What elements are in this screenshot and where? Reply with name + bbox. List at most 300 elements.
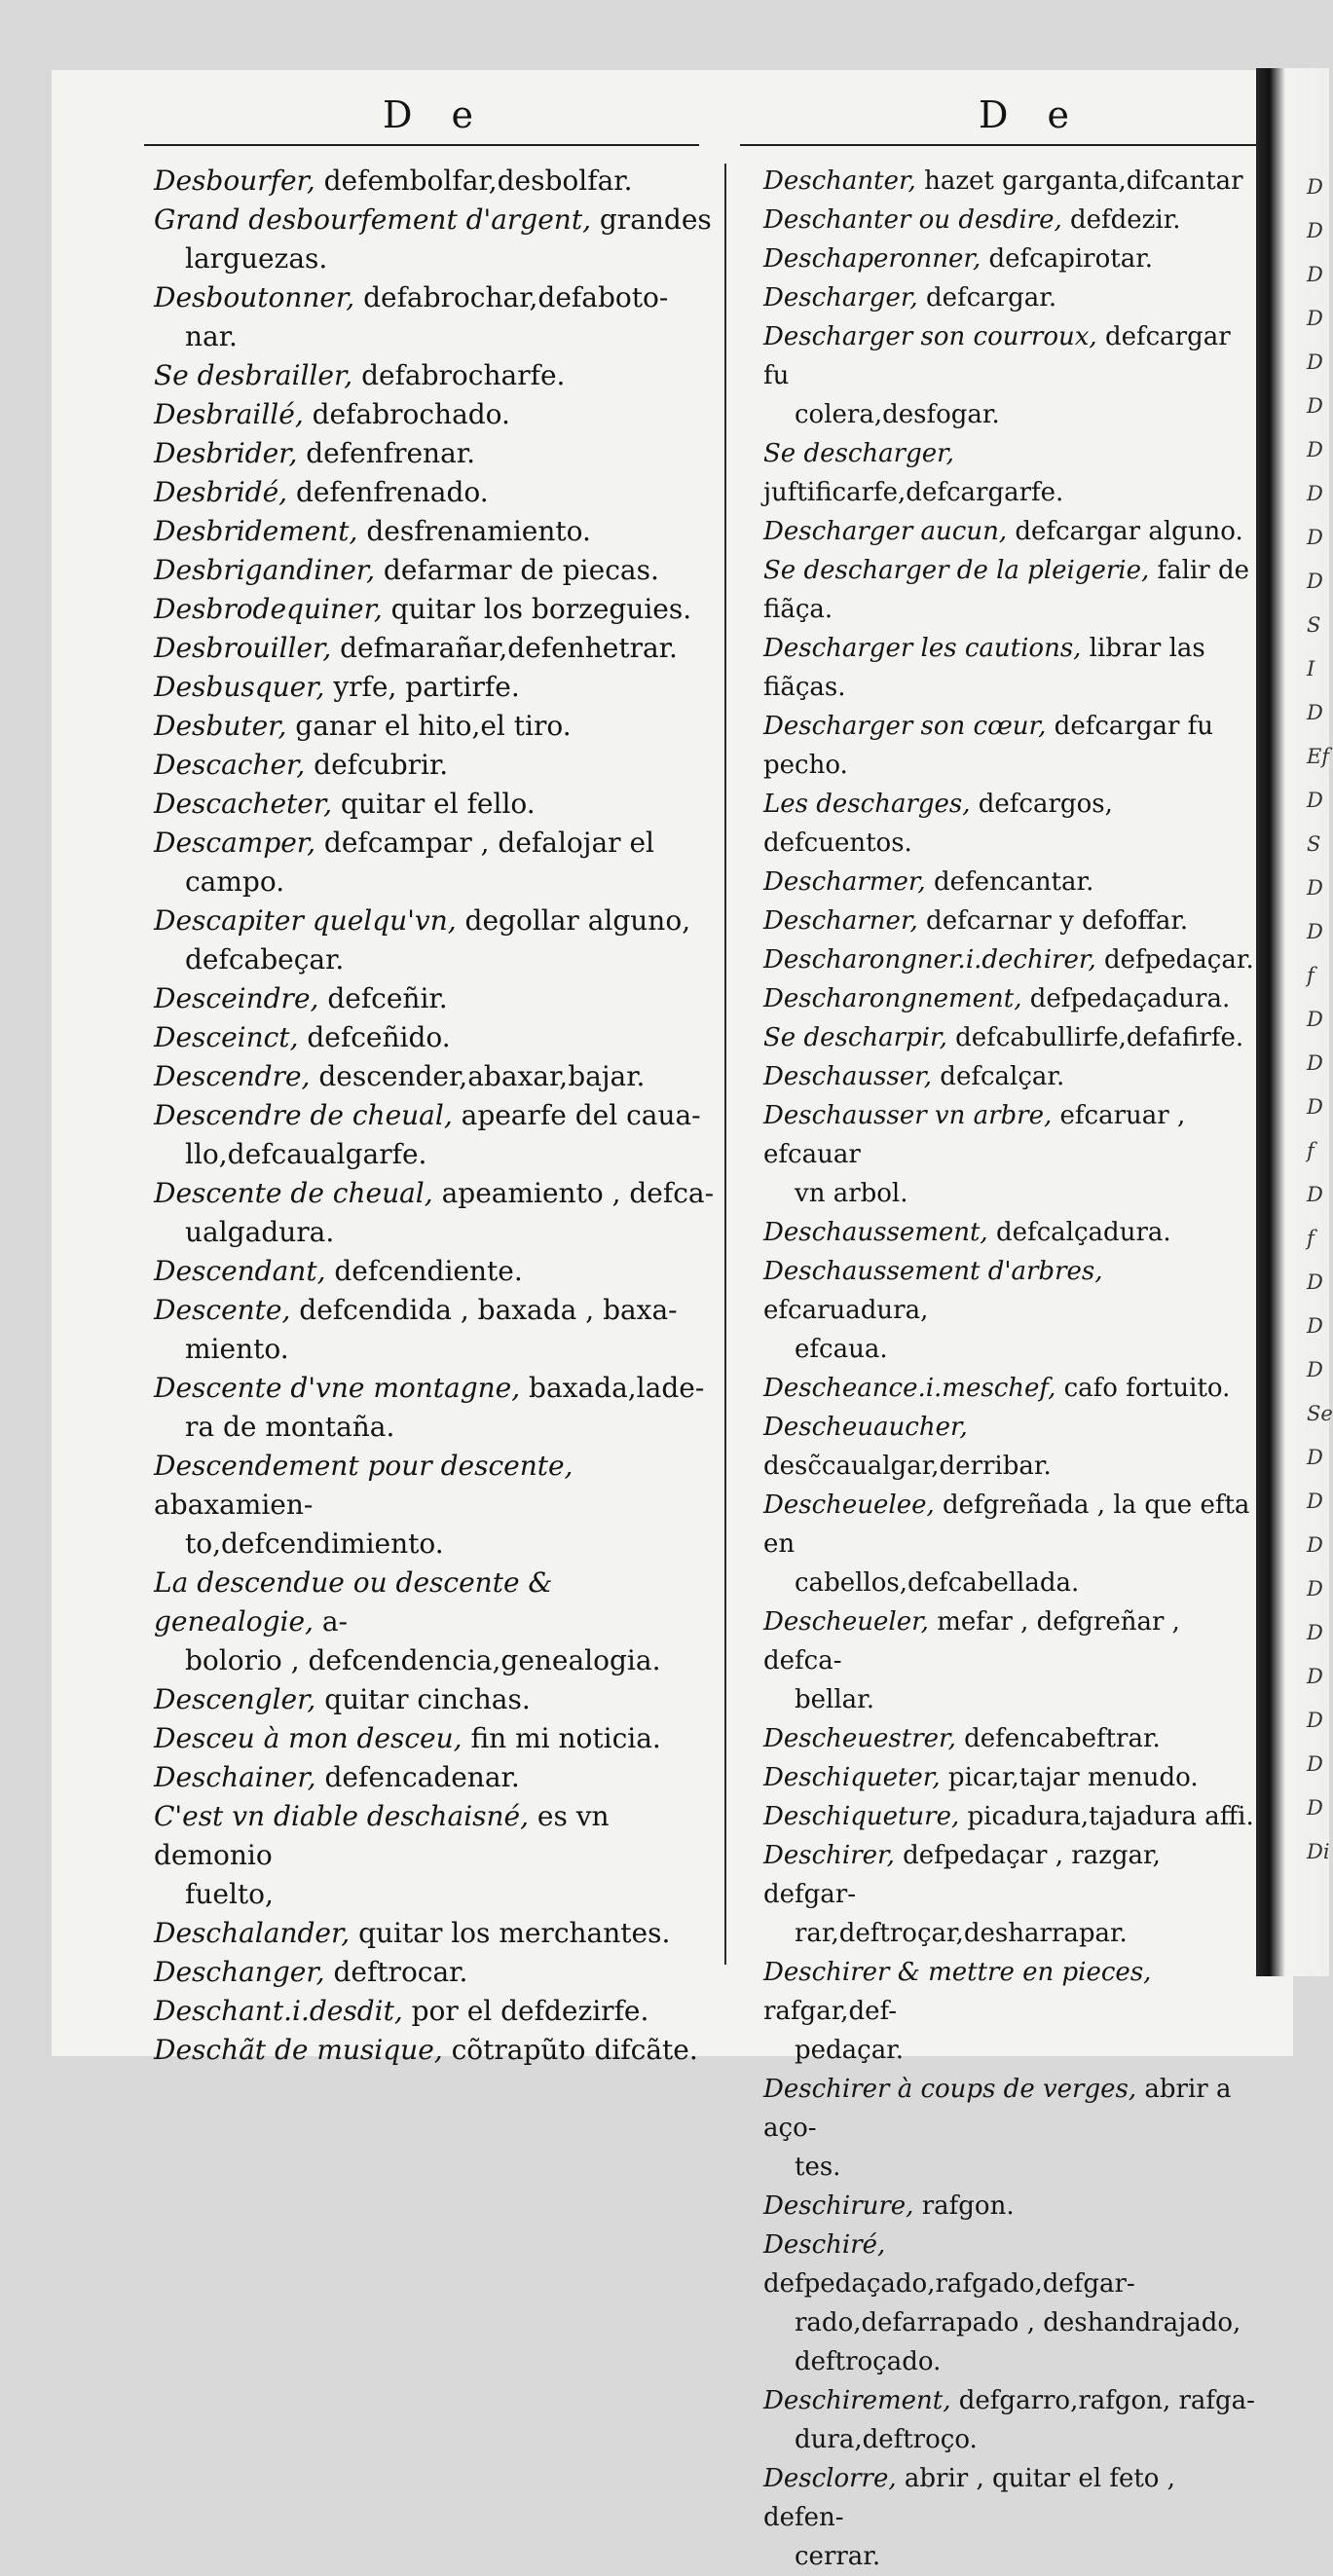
header-rule-left xyxy=(144,144,699,146)
entry-first-line xyxy=(154,1564,717,1641)
definition: picadura,tajadura affi. xyxy=(959,1802,1254,1831)
headword: C'est vn diable deschaisné, xyxy=(154,1800,529,1832)
dictionary-entry xyxy=(763,979,1260,1018)
definition: degollar alguno, xyxy=(456,904,691,937)
definition-continuation: defcabeçar. xyxy=(185,943,345,975)
entry-first-line xyxy=(154,512,717,551)
definition: efcaruar , efcauar xyxy=(763,1101,1186,1169)
edge-fragment: D xyxy=(1307,1358,1323,1381)
entry-first-line xyxy=(763,278,1260,317)
headword: Descharger son cœur, xyxy=(763,712,1047,741)
headword: Desbridement, xyxy=(154,515,358,547)
headword: Descharger son courroux, xyxy=(763,322,1097,351)
headword: Descharongner.i.dechirer, xyxy=(763,945,1096,975)
running-head-right: D e xyxy=(979,93,1084,136)
entry-first-line xyxy=(763,1836,1260,1914)
entry-first-line xyxy=(763,317,1260,395)
dictionary-entry xyxy=(763,512,1260,551)
headword: Descacheter, xyxy=(154,788,333,820)
entry-first-line xyxy=(763,1602,1260,1680)
dictionary-entry xyxy=(154,1797,717,1914)
headword: Descapiter quelqu'vn, xyxy=(154,904,457,937)
dictionary-entry xyxy=(154,785,717,824)
definition: rafgon. xyxy=(913,2191,1015,2221)
definition: deftrocar. xyxy=(324,1956,468,1988)
dictionary-entry xyxy=(154,1953,717,1992)
headword: Deschiqueter, xyxy=(763,1763,941,1792)
dictionary-entry xyxy=(763,162,1260,201)
entry-first-line xyxy=(763,979,1260,1018)
entry-first-line xyxy=(763,2187,1260,2226)
definition: defcubrir. xyxy=(305,749,449,781)
definition-continuation: cabellos,defcabellada. xyxy=(795,1568,1080,1598)
entry-first-line xyxy=(154,785,717,824)
definition-continuation: rar,deftroçar,desharrapar. xyxy=(795,1919,1128,1948)
entry-first-line xyxy=(763,1758,1260,1797)
definition: ganar el hito,el tiro. xyxy=(286,710,572,742)
headword: Desbourfer, xyxy=(154,165,315,197)
entry-first-line xyxy=(763,239,1260,278)
edge-fragment: D xyxy=(1307,394,1323,418)
headword: Se descharpir, xyxy=(763,1023,947,1052)
edge-fragment: D xyxy=(1307,1008,1323,1031)
dictionary-entry xyxy=(154,1291,717,1369)
entry-first-line xyxy=(763,434,1260,512)
dictionary-entry xyxy=(763,1953,1260,2070)
headword: Deschanger, xyxy=(154,1956,325,1988)
entry-first-line xyxy=(154,590,717,629)
headword: Deschanter ou desdire, xyxy=(763,205,1062,235)
definition: defencadenar. xyxy=(315,1761,520,1793)
dictionary-entry xyxy=(763,2070,1260,2187)
definition: desc̃caualgar,derribar. xyxy=(763,1452,1052,1481)
definition: abaxamien- xyxy=(154,1489,314,1521)
definition: defceñido. xyxy=(298,1021,451,1053)
headword: Grand desbourfement d'argent, xyxy=(154,203,591,236)
entry-first-line xyxy=(154,1992,717,2031)
edge-fragment: Se xyxy=(1307,1402,1333,1425)
dictionary-entry xyxy=(154,278,717,356)
edge-fragment: D xyxy=(1307,1446,1323,1469)
headword: La descendue ou descente & genealogie, xyxy=(154,1566,553,1638)
dictionary-entry xyxy=(154,473,717,512)
dictionary-entry xyxy=(763,629,1260,707)
definition: fin mi noticia. xyxy=(462,1722,661,1754)
edge-fragment: f xyxy=(1307,1227,1314,1250)
edge-fragment: D xyxy=(1307,438,1323,461)
entry-first-line xyxy=(154,979,717,1018)
entry-first-line xyxy=(763,1096,1260,1174)
definition: grandes xyxy=(590,203,712,236)
dictionary-entry xyxy=(154,1680,717,1719)
headword: Deschirer & mettre en pieces, xyxy=(763,1958,1152,1987)
dictionary-entry xyxy=(154,824,717,902)
headword: Deschiqueture, xyxy=(763,1802,960,1831)
definition: defenfrenado. xyxy=(287,476,489,508)
running-head-left: D e xyxy=(383,93,488,136)
dictionary-entry xyxy=(154,551,717,590)
dictionary-entry xyxy=(763,1096,1260,1213)
headword: Deschirer, xyxy=(763,1841,895,1870)
headword: Deschausser vn arbre, xyxy=(763,1101,1053,1130)
dictionary-entry xyxy=(763,2226,1260,2381)
definition-continuation: deftroçado. xyxy=(795,2347,942,2376)
edge-fragment: D xyxy=(1307,1621,1323,1644)
entry-first-line xyxy=(154,824,717,863)
definition: es vn demonio xyxy=(154,1800,610,1871)
dictionary-entry xyxy=(763,1213,1260,1252)
headword: Deschanter, xyxy=(763,166,916,196)
edge-fragment: D xyxy=(1307,482,1323,505)
definition: apeamiento , defca- xyxy=(432,1177,715,1209)
dictionary-entry xyxy=(154,1719,717,1758)
entry-first-line xyxy=(763,707,1260,785)
definition: defcabullirfe,defafirfe. xyxy=(946,1023,1244,1052)
edge-fragment: D xyxy=(1307,1095,1323,1119)
edge-fragment: D xyxy=(1307,219,1323,242)
entry-first-line xyxy=(763,863,1260,902)
definition: defembolfar,desbolfar. xyxy=(315,165,633,197)
definition: defgreñada , la que efta en xyxy=(763,1490,1250,1559)
dictionary-entry xyxy=(763,785,1260,863)
entry-first-line xyxy=(154,395,717,434)
edge-fragment: D xyxy=(1307,175,1323,199)
definition: defpedaçadura. xyxy=(1021,984,1231,1013)
headword: Desbuter, xyxy=(154,710,287,742)
headword: Desbrouiller, xyxy=(154,632,332,664)
definition-continuation: vn arbol. xyxy=(795,1179,908,1208)
entry-first-line xyxy=(154,1719,717,1758)
headword: Deschiré, xyxy=(763,2230,886,2260)
dictionary-entry xyxy=(763,317,1260,434)
entry-first-line xyxy=(763,512,1260,551)
edge-fragment: D xyxy=(1307,1752,1323,1776)
headword: Descheance.i.meschef, xyxy=(763,1374,1056,1403)
dictionary-entry xyxy=(154,902,717,979)
definition: defabrocharfe. xyxy=(352,359,566,391)
definition: a- xyxy=(313,1605,349,1638)
dictionary-entry xyxy=(763,434,1260,512)
entry-first-line xyxy=(154,1758,717,1797)
edge-fragment: D xyxy=(1307,350,1323,374)
definition-continuation: tes. xyxy=(795,2153,841,2182)
headword: Descendant, xyxy=(154,1255,326,1287)
dictionary-entry xyxy=(154,395,717,434)
edge-fragment: D xyxy=(1307,1577,1323,1601)
entry-first-line xyxy=(763,201,1260,239)
dictionary-entry xyxy=(763,278,1260,317)
definition-continuation: to,defcendimiento. xyxy=(185,1527,444,1560)
definition: defcalçadura. xyxy=(987,1218,1171,1247)
headword: Descendement pour descente, xyxy=(154,1450,574,1482)
definition: defcendiente. xyxy=(325,1255,523,1287)
edge-fragment: I xyxy=(1307,657,1315,681)
definition-continuation: ualgadura. xyxy=(185,1216,335,1248)
entry-first-line xyxy=(154,1680,717,1719)
edge-fragment: D xyxy=(1307,1709,1323,1732)
definition: juftificarfe,defcargarfe. xyxy=(763,478,1064,507)
definition-continuation: dura,deftroço. xyxy=(795,2425,978,2454)
headword: Desclorre, xyxy=(763,2464,897,2493)
definition: defcarnar y defoffar. xyxy=(917,906,1189,936)
definition: apearfe del caua- xyxy=(452,1099,701,1131)
edge-fragment: D xyxy=(1307,1183,1323,1206)
definition: abrir a aço- xyxy=(763,2075,1232,2143)
headword: Desbusquer, xyxy=(154,671,325,703)
definition: defcargos, defcuentos. xyxy=(763,790,1113,858)
entry-first-line xyxy=(763,162,1260,201)
definition-continuation: llo,defcaualgarfe. xyxy=(185,1138,427,1170)
definition: defcargar fu pecho. xyxy=(763,712,1214,780)
definition: defencantar. xyxy=(925,867,1094,897)
edge-fragment: Ef xyxy=(1307,745,1330,768)
definition: por el defdezirfe. xyxy=(402,1995,649,2027)
edge-fragment: D xyxy=(1307,789,1323,812)
definition-continuation: fuelto, xyxy=(185,1878,274,1910)
entry-first-line xyxy=(763,1408,1260,1486)
definition: defabrochado. xyxy=(303,398,510,430)
entry-first-line xyxy=(154,434,717,473)
dictionary-entry xyxy=(763,1486,1260,1602)
entry-first-line xyxy=(763,1719,1260,1758)
headword: Deschaussement d'arbres, xyxy=(763,1257,1103,1286)
dictionary-entry xyxy=(763,863,1260,902)
entry-first-line xyxy=(154,668,717,707)
headword: Desbraillé, xyxy=(154,398,304,430)
entry-first-line xyxy=(763,1486,1260,1564)
definition-continuation: colera,desfogar. xyxy=(795,400,1000,429)
headword: Desbrigandiner, xyxy=(154,554,375,586)
dictionary-entry xyxy=(154,356,717,395)
entry-first-line xyxy=(154,1797,717,1875)
edge-fragment: D xyxy=(1307,1533,1323,1557)
entry-first-line xyxy=(154,1174,717,1213)
definition: librar las fiãças. xyxy=(763,634,1205,702)
headword: Les descharges, xyxy=(763,790,971,819)
entry-first-line xyxy=(763,902,1260,940)
headword: Descente, xyxy=(154,1294,291,1326)
dictionary-entry xyxy=(154,1914,717,1953)
headword: Deschaussement, xyxy=(763,1218,988,1247)
entry-first-line xyxy=(154,1057,717,1096)
edge-fragment: D xyxy=(1307,1270,1323,1294)
headword: Deschant.i.desdit, xyxy=(154,1995,403,2027)
definition: defpedaçar , razgar, defgar- xyxy=(763,1841,1161,1909)
edge-fragment: D xyxy=(1307,1314,1323,1338)
edge-fragment: D xyxy=(1307,263,1323,286)
entry-first-line xyxy=(154,1953,717,1992)
edge-fragment: f xyxy=(1307,1139,1314,1162)
headword: Descheuaucher, xyxy=(763,1413,968,1442)
headword: Descharger les cautions, xyxy=(763,634,1082,663)
headword: Descendre, xyxy=(154,1060,311,1092)
definition-continuation: miento. xyxy=(185,1333,289,1365)
entry-first-line xyxy=(154,1369,717,1408)
dictionary-entry xyxy=(154,1992,717,2031)
dictionary-entry xyxy=(154,979,717,1018)
definition-continuation: efcaua. xyxy=(795,1335,888,1364)
entry-first-line xyxy=(154,201,717,239)
definition: defcendida , baxada , baxa- xyxy=(290,1294,678,1326)
dictionary-entry xyxy=(154,434,717,473)
headword: Descendre de cheual, xyxy=(154,1099,453,1131)
dictionary-entry xyxy=(154,668,717,707)
headword: Desbrider, xyxy=(154,437,298,469)
headword: Descharger aucun, xyxy=(763,517,1008,546)
entry-first-line xyxy=(154,162,717,201)
dictionary-entry xyxy=(763,707,1260,785)
dictionary-entry xyxy=(154,590,717,629)
entry-first-line xyxy=(763,629,1260,707)
definition-continuation: nar. xyxy=(185,320,238,352)
definition: hazet garganta,difcantar xyxy=(915,166,1243,196)
headword: Desbridé, xyxy=(154,476,288,508)
headword: Se descharger de la pleigerie, xyxy=(763,556,1150,585)
definition: defpedaçado,rafgado,defgar- xyxy=(763,2269,1135,2299)
dictionary-entry xyxy=(154,162,717,201)
headword: Deschaperonner, xyxy=(763,244,981,274)
headword: Deschirement, xyxy=(763,2386,951,2415)
dictionary-entry xyxy=(763,1836,1260,1953)
definition-continuation: cerrar. xyxy=(795,2542,881,2571)
definition: defcalçar. xyxy=(932,1062,1065,1091)
entry-first-line xyxy=(763,1953,1260,2031)
headword: Descheuestrer, xyxy=(763,1724,956,1753)
dictionary-entry xyxy=(154,1096,717,1174)
entry-first-line xyxy=(763,2381,1260,2420)
entry-first-line xyxy=(763,2459,1260,2537)
headword: Deschausser, xyxy=(763,1062,933,1091)
column-divider xyxy=(724,164,726,1965)
headword: Descente d'vne montagne, xyxy=(154,1372,521,1404)
definition: defdezir. xyxy=(1061,205,1181,235)
entry-first-line xyxy=(763,785,1260,863)
dictionary-entry xyxy=(154,1057,717,1096)
headword: Desceindre, xyxy=(154,982,319,1014)
headword: Descengler, xyxy=(154,1683,316,1715)
dictionary-entry xyxy=(154,1564,717,1680)
dictionary-entry xyxy=(154,746,717,785)
definition: defcargar. xyxy=(917,283,1057,313)
entry-first-line xyxy=(154,902,717,940)
headword: Descharger, xyxy=(763,283,918,313)
headword: Desboutonner, xyxy=(154,281,355,313)
dictionary-entry xyxy=(763,2187,1260,2226)
dictionary-entry xyxy=(763,1719,1260,1758)
definition: yrfe, partirfe. xyxy=(324,671,520,703)
edge-fragment: Di xyxy=(1307,1840,1330,1863)
edge-fragment: D xyxy=(1307,1796,1323,1820)
entry-first-line xyxy=(763,1797,1260,1836)
entry-first-line xyxy=(763,1057,1260,1096)
definition: cafo fortuito. xyxy=(1055,1374,1231,1403)
definition-continuation: pedaçar. xyxy=(795,2036,905,2065)
entry-first-line xyxy=(763,2070,1260,2148)
entry-first-line xyxy=(154,2031,717,2070)
entry-first-line xyxy=(154,551,717,590)
headword: Desceinct, xyxy=(154,1021,299,1053)
headword: Descente de cheual, xyxy=(154,1177,433,1209)
definition: defcampar , defalojar el xyxy=(315,827,654,859)
dictionary-entry xyxy=(154,629,717,668)
definition: abrir , quitar el feto , defen- xyxy=(763,2464,1175,2532)
definition: rafgar,def- xyxy=(763,1997,898,2026)
headword: Descharner, xyxy=(763,906,918,936)
headword: Descharmer, xyxy=(763,867,926,897)
definition: desfrenamiento. xyxy=(357,515,591,547)
definition: defcargar alguno. xyxy=(1007,517,1243,546)
edge-fragment: f xyxy=(1307,964,1314,987)
headword: Descharongnement, xyxy=(763,984,1022,1013)
entry-first-line xyxy=(154,1447,717,1525)
definition: defcargar fu xyxy=(763,322,1231,390)
entry-first-line xyxy=(154,356,717,395)
next-page-fragments xyxy=(1307,166,1333,1874)
entry-first-line xyxy=(763,1252,1260,1330)
entry-first-line xyxy=(154,746,717,785)
definition: defpedaçar. xyxy=(1095,945,1254,975)
dictionary-entry xyxy=(154,1174,717,1252)
definition-continuation: bellar. xyxy=(795,1685,874,1714)
definition: defenfrenar. xyxy=(297,437,475,469)
dictionary-entry xyxy=(763,1057,1260,1096)
edge-fragment: D xyxy=(1307,701,1323,724)
dictionary-entry xyxy=(763,1758,1260,1797)
entry-first-line xyxy=(154,1018,717,1057)
headword: Descamper, xyxy=(154,827,316,859)
dictionary-entry xyxy=(763,551,1260,629)
definition: defcapirotar. xyxy=(981,244,1154,274)
definition: quitar los borzeguies. xyxy=(382,593,692,625)
headword: Se desbrailler, xyxy=(154,359,353,391)
edge-fragment: D xyxy=(1307,526,1323,549)
dictionary-entry xyxy=(154,1758,717,1797)
headword: Descheueler, xyxy=(763,1607,929,1637)
definition-continuation: larguezas. xyxy=(185,242,328,275)
definition: defceñir. xyxy=(318,982,448,1014)
headword: Deschirure, xyxy=(763,2191,914,2221)
dictionary-entry xyxy=(763,1797,1260,1836)
dictionary-entry xyxy=(154,707,717,746)
definition: falir de fiãça. xyxy=(763,556,1250,624)
definition: mefar , defgreñar , defca- xyxy=(763,1607,1180,1675)
entry-first-line xyxy=(154,707,717,746)
dictionary-entry xyxy=(763,1408,1260,1486)
entry-first-line xyxy=(763,551,1260,629)
dictionary-entry xyxy=(763,201,1260,239)
entry-first-line xyxy=(154,1096,717,1135)
dictionary-entry xyxy=(154,512,717,551)
headword: Desceu à mon desceu, xyxy=(154,1722,463,1754)
dictionary-entry xyxy=(763,1369,1260,1408)
dictionary-entry xyxy=(763,2381,1260,2459)
headword: Desbrodequiner, xyxy=(154,593,383,625)
definition: quitar los merchantes. xyxy=(350,1917,671,1949)
header-rule-right xyxy=(740,144,1256,146)
dictionary-column-right xyxy=(763,162,1260,2576)
definition: quitar el fello. xyxy=(332,788,536,820)
edge-fragment: S xyxy=(1307,832,1321,856)
definition-continuation: rado,defarrapado , deshandrajado, xyxy=(795,2308,1241,2337)
entry-first-line xyxy=(763,1213,1260,1252)
edge-fragment: D xyxy=(1307,1490,1323,1513)
dictionary-column-left xyxy=(154,162,717,2070)
definition: defgarro,rafgon, rafga- xyxy=(950,2386,1255,2415)
dictionary-entry xyxy=(763,1018,1260,1057)
entry-first-line xyxy=(154,1252,717,1291)
definition: defabrochar,defaboto- xyxy=(354,281,669,313)
definition-continuation: campo. xyxy=(185,865,285,898)
